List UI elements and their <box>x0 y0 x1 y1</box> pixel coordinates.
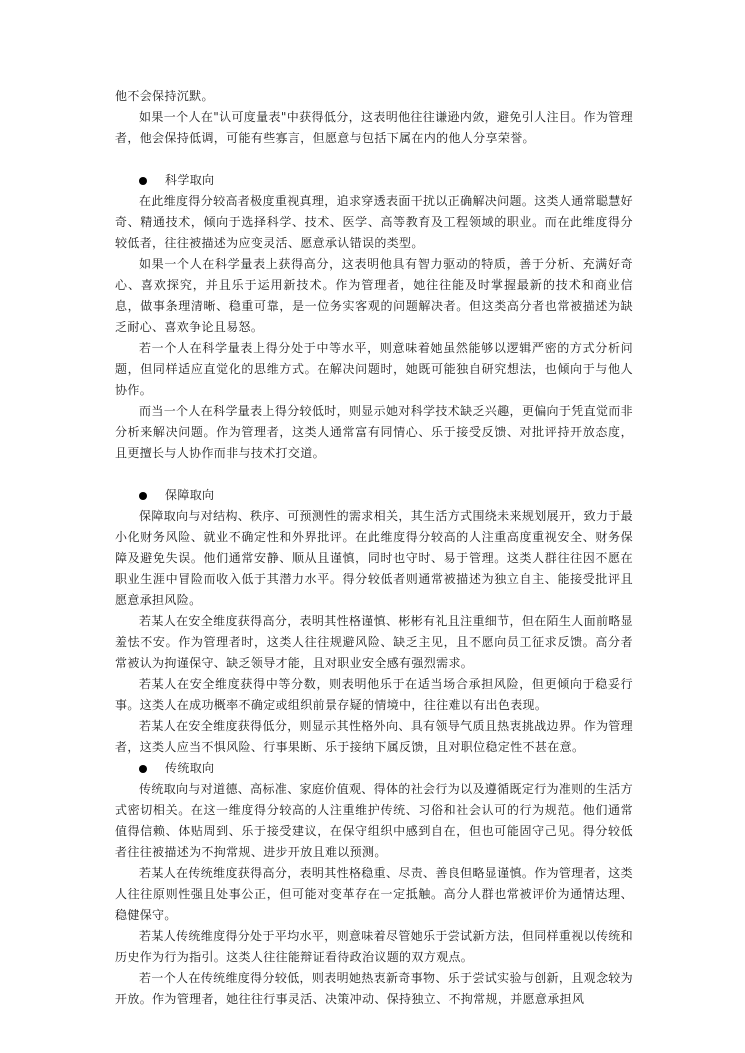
section-heading-label: 传统取向 <box>165 761 215 775</box>
science-paragraph-2: 如果一个人在科学量表上获得高分，这表明他具有智力驱动的特质，善于分析、充满好奇心、喜欢探究，并且乐于运用新技术。作为管理者，她往往能及时掌握最新的技术和商业信息，做事条理清晰、稳重可靠，是一位务实客观的问题解决者。但这类高分者也常被描述为缺乏耐心、喜欢争论且易怒。 <box>115 257 633 334</box>
bullet-icon <box>139 177 147 185</box>
section-heading-security <box>115 485 633 506</box>
tradition-paragraph-4: 若一个人在传统维度得分较低，则表明她热衷新奇事物、乐于尝试实验与创新，且观念较为开放。作为管理者，她往往行事灵活、决策冲动、保持独立、不拘常规，并愿意承担风 <box>115 971 634 1006</box>
science-paragraph-3: 若一个人在科学量表上得分处于中等水平，则意味着她虽然能够以逻辑严密的方式分析问题，但同样适应直觉化的思维方式。在解决问题时，她既可能独自研究想法，也倾向于与他人协作。 <box>115 341 633 397</box>
intro-paragraph-1: 他不会保持沉默。 <box>115 89 214 103</box>
security-paragraph-2: 若某人在安全维度获得高分，表明其性格谨慎、彬彬有礼且注重细节，但在陌生人面前略显羞怯不安。作为管理者时，这类人往往规避风险、缺乏主见，且不愿向员工征求反馈。高分者常被认为拘谨保守、缺乏领导才能，且对职业安全感有强烈需求。 <box>115 614 634 670</box>
section-heading-tradition <box>115 758 633 779</box>
section-heading-science <box>115 170 633 191</box>
science-paragraph-1: 在此维度得分较高者极度重视真理，追求穿透表面干扰以正确解决问题。这类人通常聪慧好奇、精通技术，倾向于选择科学、技术、医学、高等教育及工程领域的职业。而在此维度得分较低者，往往被描述为应变灵活、愿意承认错误的类型。 <box>115 194 634 250</box>
bullet-icon <box>139 492 147 500</box>
security-paragraph-1: 保障取向与对结构、秩序、可预测性的需求相关，其生活方式围绕未来规划展开，致力于最小化财务风险、就业不确定性和外界批评。在此维度得分较高的人注重高度重视安全、财务保障及避免失误。他们通常安静、顺从且谨慎，同时也守时、易于管理。这类人群往往因不愿在职业生涯中冒险而收入低于其潜力水平。得分较低者则通常被描述为独立自主、能接受批评且愿意承担风险。 <box>115 509 634 607</box>
security-paragraph-4: 若某人在安全维度获得低分，则显示其性格外向、具有领导气质且热衷挑战边界。作为管理者，这类人应当不惧风险、行事果断、乐于接纳下属反馈，且对职位稳定性不甚在意。 <box>115 719 634 754</box>
intro-paragraph-2: 如果一个人在"认可度量表"中获得低分，这表明他往往谦逊内敛，避免引人注目。作为管理者，他会保持低调，可能有些寡言，但愿意与包括下属在内的他人分享荣誉。 <box>115 110 633 145</box>
section-heading-label: 保障取向 <box>165 488 215 502</box>
bullet-icon <box>139 765 147 773</box>
tradition-paragraph-2: 若某人在传统维度获得高分，表明其性格稳重、尽责、善良但略显谨慎。作为管理者，这类人往往原则性强且处事公正，但可能对变革存在一定抵触。高分人群也常被评价为通情达理、稳健保守。 <box>115 866 634 922</box>
tradition-paragraph-3: 若某人传统维度得分处于平均水平，则意味着尽管她乐于尝试新方法，但同样重视以传统和历史作为行为指引。这类人往往能辩证看待政治议题的双方观点。 <box>115 929 634 964</box>
tradition-paragraph-1: 传统取向与对道德、高标准、家庭价值观、得体的社会行为以及遵循既定行为准则的生活方式密切相关。在这一维度得分较高的人注重维护传统、习俗和社会认可的行为规范。他们通常值得信赖、体贴周到、乐于接受建议，在保守组织中感到自在，但也可能固守己见。得分较低者往往被描述为不拘常规、进步开放且难以预测。 <box>115 782 634 859</box>
science-paragraph-4: 而当一个人在科学量表上得分较低时，则显示她对科学技术缺乏兴趣，更偏向于凭直觉而非分析来解决问题。作为管理者，这类人通常富有同情心、乐于接受反馈、对批评持开放态度，且更擅长与人协作而非与技术打交道。 <box>115 404 634 460</box>
section-heading-label: 科学取向 <box>165 173 215 187</box>
security-paragraph-3: 若某人在安全维度获得中等分数，则表明他乐于在适当场合承担风险，但更倾向于稳妥行事。这类人在成功概率不确定或组织前景存疑的情境中，往往难以有出色表现。 <box>115 677 633 712</box>
document-page <box>115 86 633 1010</box>
